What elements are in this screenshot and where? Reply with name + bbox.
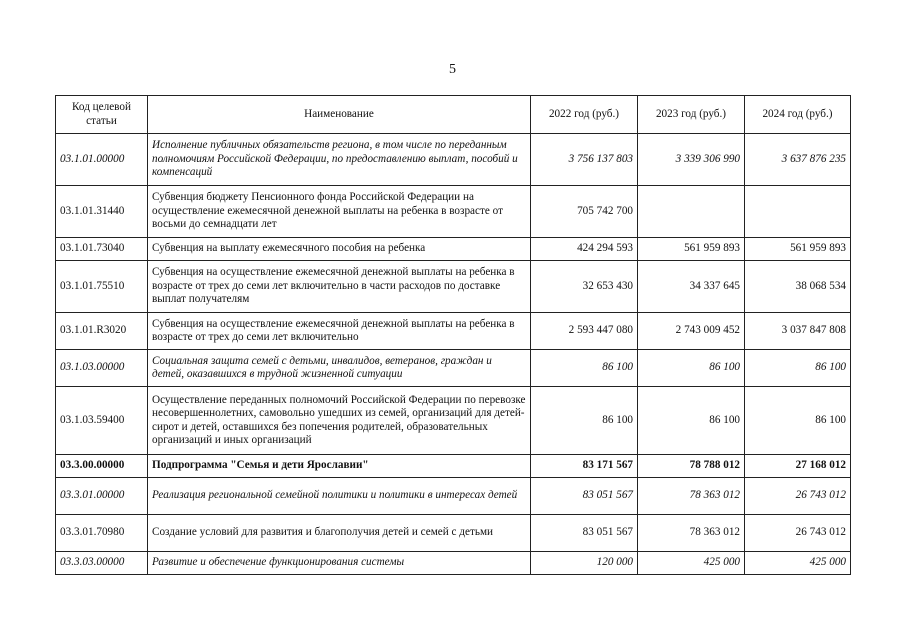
row-value-2022: 86 100 — [531, 387, 638, 455]
header-2022: 2022 год (руб.) — [531, 96, 638, 134]
row-name: Субвенция на осуществление ежемесячной денежной выплаты на ребенка в возрасте от трех до семи лет включительно — [148, 313, 531, 350]
page-number: 5 — [449, 62, 456, 77]
table-row — [56, 134, 851, 186]
header-2024: 2024 год (руб.) — [745, 96, 851, 134]
row-code: 03.1.01.31440 — [56, 186, 148, 238]
table-row — [56, 238, 851, 261]
row-value-2023: 3 339 306 990 — [638, 134, 745, 186]
table-row — [56, 261, 851, 313]
row-code: 03.1.03.00000 — [56, 350, 148, 387]
row-value-2023: 425 000 — [638, 552, 745, 575]
row-value-2024: 86 100 — [745, 387, 851, 455]
row-code: 03.3.01.70980 — [56, 515, 148, 552]
row-value-2023: 561 959 893 — [638, 238, 745, 261]
row-value-2023: 34 337 645 — [638, 261, 745, 313]
row-value-2022: 120 000 — [531, 552, 638, 575]
row-code: 03.3.00.00000 — [56, 455, 148, 478]
row-code: 03.1.01.73040 — [56, 238, 148, 261]
row-name: Субвенция на осуществление ежемесячной денежной выплаты на ребенка в возрасте от трех до семи лет включительно в части расходов по доставке выплат получателям — [148, 261, 531, 313]
row-value-2023: 86 100 — [638, 350, 745, 387]
row-code: 03.1.01.00000 — [56, 134, 148, 186]
row-name: Исполнение публичных обязательств региона, в том числе по переданным полномочиям Российской Федерации, по предоставлению выплат, пособий и компенсаций — [148, 134, 531, 186]
row-value-2022: 2 593 447 080 — [531, 313, 638, 350]
row-code: 03.1.01.75510 — [56, 261, 148, 313]
header-2023: 2023 год (руб.) — [638, 96, 745, 134]
table-row — [56, 186, 851, 238]
row-value-2022: 83 171 567 — [531, 455, 638, 478]
row-name: Подпрограмма "Семья и дети Ярославии" — [148, 455, 531, 478]
row-name: Создание условий для развития и благополучия детей и семей с детьми — [148, 515, 531, 552]
row-value-2023: 78 363 012 — [638, 515, 745, 552]
row-code: 03.1.01.R3020 — [56, 313, 148, 350]
row-name: Субвенция бюджету Пенсионного фонда Российской Федерации на осуществление ежемесячной денежной выплаты на ребенка в возрасте от восьми до семнадцати лет — [148, 186, 531, 238]
row-name: Социальная защита семей с детьми, инвалидов, ветеранов, граждан и детей, оказавшихся в трудной жизненной ситуации — [148, 350, 531, 387]
row-value-2024: 3 037 847 808 — [745, 313, 851, 350]
row-code: 03.3.03.00000 — [56, 552, 148, 575]
row-value-2022: 705 742 700 — [531, 186, 638, 238]
row-value-2024: 27 168 012 — [745, 455, 851, 478]
row-value-2024: 425 000 — [745, 552, 851, 575]
row-value-2022: 83 051 567 — [531, 478, 638, 515]
table-row — [56, 515, 851, 552]
row-name: Субвенция на выплату ежемесячного пособия на ребенка — [148, 238, 531, 261]
table-row — [56, 552, 851, 575]
row-value-2022: 424 294 593 — [531, 238, 638, 261]
row-value-2022: 32 653 430 — [531, 261, 638, 313]
row-value-2024: 26 743 012 — [745, 515, 851, 552]
row-value-2024: 561 959 893 — [745, 238, 851, 261]
table-row — [56, 387, 851, 455]
row-value-2024 — [745, 186, 851, 238]
row-value-2024: 86 100 — [745, 350, 851, 387]
row-name: Осуществление переданных полномочий Российской Федерации по перевозке несовершеннолетних, самовольно ушедших из семей, организаций для детей-сирот и детей, оставшихся без попечения родителей, образовательных организаций и иных организаций — [148, 387, 531, 455]
row-value-2022: 3 756 137 803 — [531, 134, 638, 186]
header-code: Код целевой статьи — [56, 96, 148, 134]
row-value-2024: 3 637 876 235 — [745, 134, 851, 186]
row-value-2023: 2 743 009 452 — [638, 313, 745, 350]
row-code: 03.1.03.59400 — [56, 387, 148, 455]
table-row — [56, 478, 851, 515]
table-body — [56, 134, 851, 575]
row-value-2023 — [638, 186, 745, 238]
row-value-2023: 78 363 012 — [638, 478, 745, 515]
row-code: 03.3.01.00000 — [56, 478, 148, 515]
row-value-2022: 83 051 567 — [531, 515, 638, 552]
row-name: Реализация региональной семейной политики и политики в интересах детей — [148, 478, 531, 515]
header-name: Наименование — [148, 96, 531, 134]
table-row — [56, 313, 851, 350]
table-row — [56, 455, 851, 478]
row-value-2022: 86 100 — [531, 350, 638, 387]
budget-table — [55, 95, 851, 575]
row-value-2023: 78 788 012 — [638, 455, 745, 478]
row-name: Развитие и обеспечение функционирования системы — [148, 552, 531, 575]
row-value-2023: 86 100 — [638, 387, 745, 455]
row-value-2024: 38 068 534 — [745, 261, 851, 313]
row-value-2024: 26 743 012 — [745, 478, 851, 515]
table-header-row — [56, 96, 851, 134]
table-row — [56, 350, 851, 387]
